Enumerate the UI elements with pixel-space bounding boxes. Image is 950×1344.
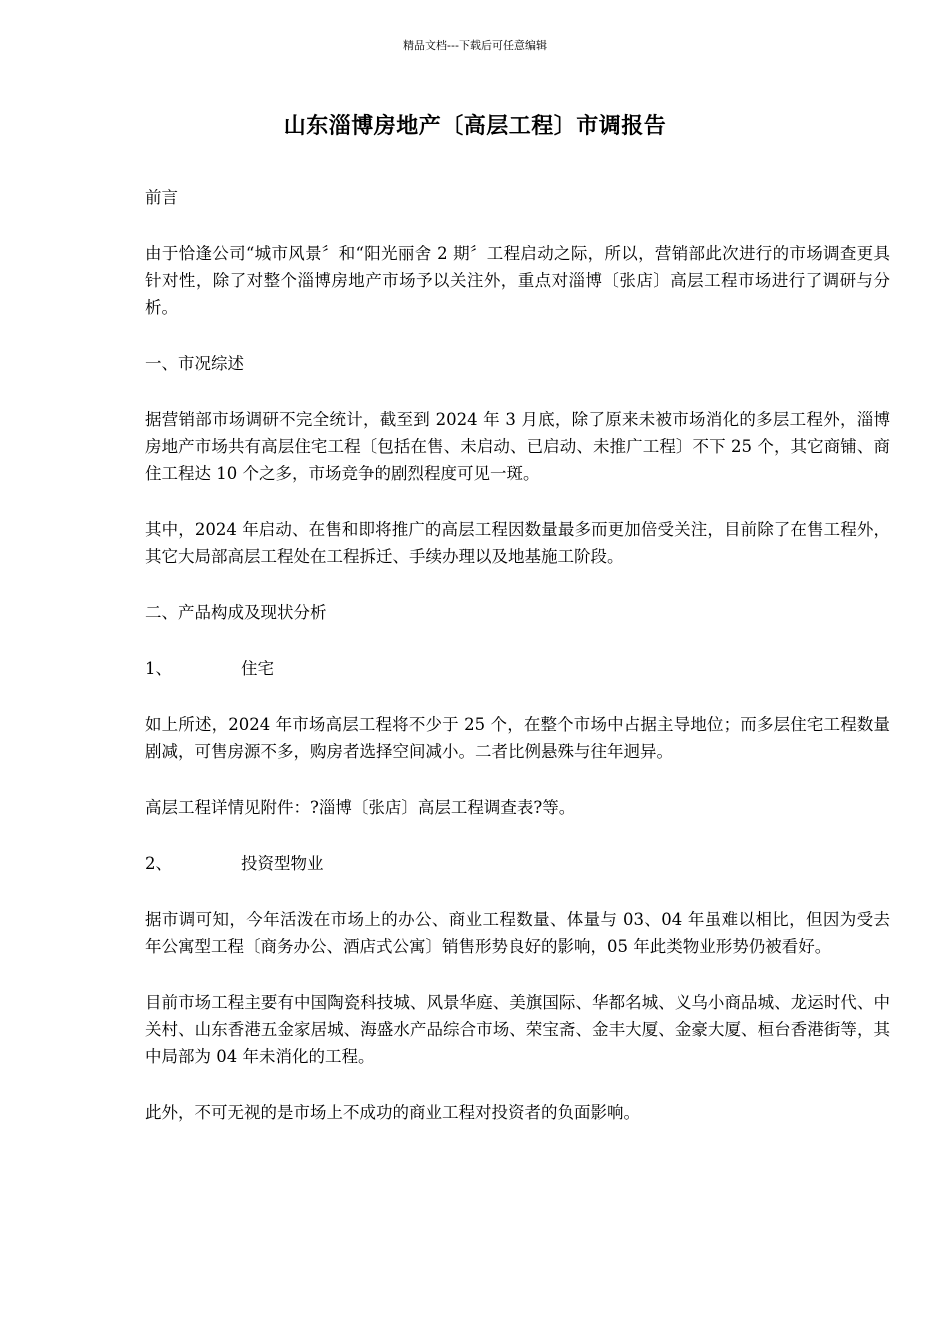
section-heading-product-analysis: 二、产品构成及现状分析 bbox=[145, 603, 327, 622]
subsection-number: 2、 bbox=[145, 854, 172, 873]
residential-paragraph-1: 如上所述，2024 年市场高层工程将不少于 25 个，在整个市场中占据主导地位；而多层住宅工程数量剧减，可售房源不多，购房者选择空间减小。二者比例悬殊与往年迥异。 bbox=[145, 715, 890, 761]
investment-paragraph-2: 目前市场工程主要有中国陶瓷科技城、风景华庭、美旗国际、华都名城、义乌小商品城、龙运时代、中关村、山东香港五金家居城、海盛水产品综合市场、荣宝斋、金丰大厦、金豪大厦、桓台香港街等，其中局部为 04 年未消化的工程。 bbox=[145, 993, 890, 1066]
investment-paragraph-3: 此外，不可无视的是市场上不成功的商业工程对投资者的负面影响。 bbox=[145, 1103, 640, 1122]
preface-heading: 前言 bbox=[145, 188, 178, 207]
running-header: 精品文档---下载后可任意编辑 bbox=[403, 39, 547, 52]
subsection-number: 1、 bbox=[145, 659, 172, 678]
intro-paragraph: 由于恰逢公司“城市风景〞和“阳光丽舍 2 期〞工程启动之际，所以，营销部此次进行的市场调查更具针对性，除了对整个淄博房地产市场予以关注外，重点对淄博〔张店〕高层工程市场进行了调研与分析。 bbox=[145, 244, 890, 317]
subsection-heading-investment-property bbox=[145, 850, 890, 877]
investment-paragraph-1: 据市调可知，今年活泼在市场上的办公、商业工程数量、体量与 03、04 年虽难以相比，但因为受去年公寓型工程〔商务办公、酒店式公寓〕销售形势良好的影响，05 年此类物业形势仍被看好。 bbox=[145, 910, 890, 956]
document-body bbox=[145, 184, 890, 1155]
market-overview-paragraph-2: 其中，2024 年启动、在售和即将推广的高层工程因数量最多而更加倍受关注，目前除了在售工程外，其它大局部高层工程处在工程拆迁、手续办理以及地基施工阶段。 bbox=[145, 520, 890, 566]
document-title: 山东淄博房地产〔高层工程〕市调报告 bbox=[283, 114, 667, 139]
residential-paragraph-2: 高层工程详情见附件：?淄博〔张店〕高层工程调查表?等。 bbox=[145, 798, 576, 817]
subsection-heading-residential bbox=[145, 655, 890, 682]
subsection-label: 投资型物业 bbox=[241, 854, 324, 873]
section-heading-market-overview: 一、市况综述 bbox=[145, 354, 244, 373]
market-overview-paragraph-1: 据营销部市场调研不完全统计，截至到 2024 年 3 月底，除了原来未被市场消化的多层工程外，淄博房地产市场共有高层住宅工程〔包括在售、未启动、已启动、未推广工程〕不下 25 个，其它商铺、商住工程达 10 个之多，市场竞争的剧烈程度可见一斑。 bbox=[145, 410, 890, 483]
subsection-label: 住宅 bbox=[241, 659, 274, 678]
